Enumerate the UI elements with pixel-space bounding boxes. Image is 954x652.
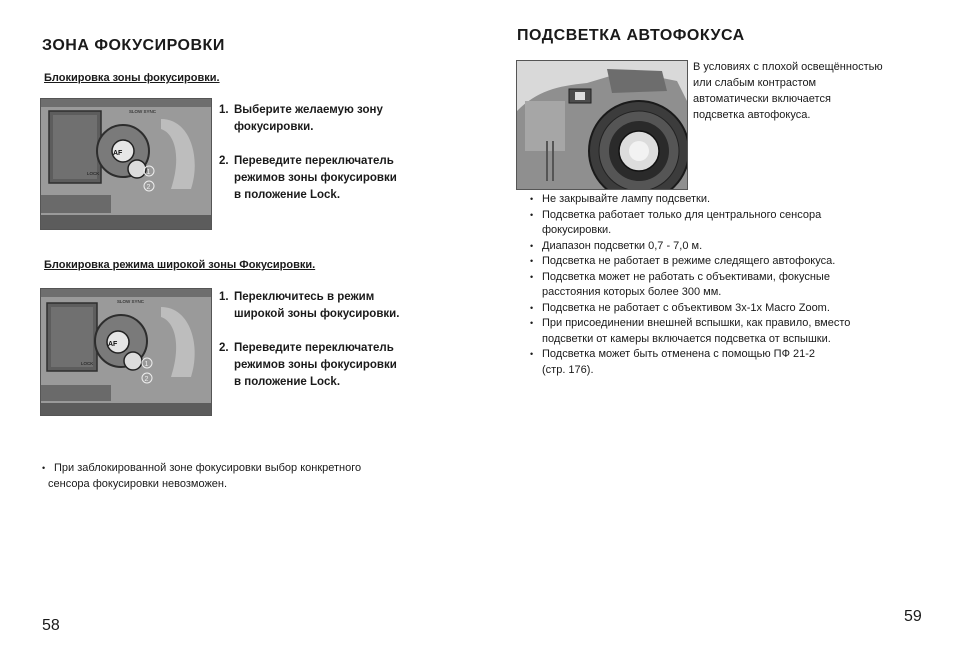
left-note: • При заблокированной зоне фокусировки выбор конкретного сенсора фокусировки невозможен. (42, 462, 362, 490)
right-page-title: ПОДСВЕТКА АВТОФОКУСА (517, 27, 745, 44)
dial-af-label: AF (113, 150, 123, 157)
right-page-number: 59 (904, 608, 922, 625)
bullet-item: • Диапазон подсветки 0,7 - 7,0 м. (530, 239, 850, 255)
af-illuminator-camera-photo (516, 60, 688, 190)
right-bullet-list (530, 192, 850, 378)
lock-label: LOCK (87, 171, 100, 176)
bullet-icon: • (42, 463, 46, 473)
bullet-icon: • (530, 194, 534, 204)
callout-2: 2 (144, 376, 149, 383)
callout-2: 2 (146, 184, 151, 191)
bullet-item: • При присоединении внешней вспышки, как правило, вместо подсветки от камеры включается подсветка от вспышки. (530, 317, 851, 345)
bullet-item: • Подсветка не работает с объективом 3x-1x Macro Zoom. (530, 301, 850, 317)
section1-steps (219, 102, 397, 221)
lock-label: LOCK (81, 361, 94, 366)
bullet-item: • Подсветка не работает в режиме следящего автофокуса. (530, 254, 850, 270)
bullet-icon: • (530, 256, 534, 266)
section1-step-1: 1. Выберите желаемую зону фокусировки. (219, 104, 383, 133)
slow-sync-label: SLOW SYNC (117, 299, 145, 304)
bullet-item: • Подсветка может быть отменена с помощью ПФ 21-2 (стр. 176). (530, 348, 816, 376)
bullet-icon: • (530, 240, 534, 251)
bullet-item: • Не закрывайте лампу подсветки. (530, 192, 850, 208)
dial-af-label: AF (108, 341, 118, 348)
bullet-icon: • (530, 318, 534, 328)
section1-step-2: 2. Переведите переключатель режимов зоны фокусировки в положение Lock. (219, 155, 397, 201)
bullet-icon: • (530, 349, 534, 359)
bullet-icon: • (530, 209, 534, 220)
bullet-icon: • (530, 302, 534, 313)
left-page-title: ЗОНА ФОКУСИРОВКИ (42, 37, 225, 54)
bullet-item: • Подсветка может не работать с объективами, фокусные расстояния которых более 300 мм. (530, 270, 830, 298)
right-intro: В условиях с плохой освещённостью или слабым контрастом автоматически включается подсветка автофокуса. (693, 61, 883, 121)
section2-step-1: 1. Переключитесь в режим широкой зоны фокусировки. (219, 291, 400, 320)
section2-camera-photo (40, 288, 212, 416)
left-page-number: 58 (42, 617, 60, 634)
section2-steps (219, 289, 399, 408)
section2-heading: Блокировка режима широкой зоны Фокусировки. (44, 259, 316, 271)
section2-step-2: 2. Переведите переключатель режимов зоны фокусировки в положение Lock. (219, 342, 397, 388)
section1-camera-photo (40, 98, 212, 230)
bullet-icon: • (530, 271, 534, 282)
callout-1: 1 (146, 169, 151, 176)
callout-1: 1 (144, 361, 149, 368)
slow-sync-label: SLOW SYNC (129, 109, 157, 114)
bullet-item: • Подсветка работает только для центрального сенсора фокусировки. (530, 208, 822, 236)
section1-heading: Блокировка зоны фокусировки. (44, 72, 220, 84)
